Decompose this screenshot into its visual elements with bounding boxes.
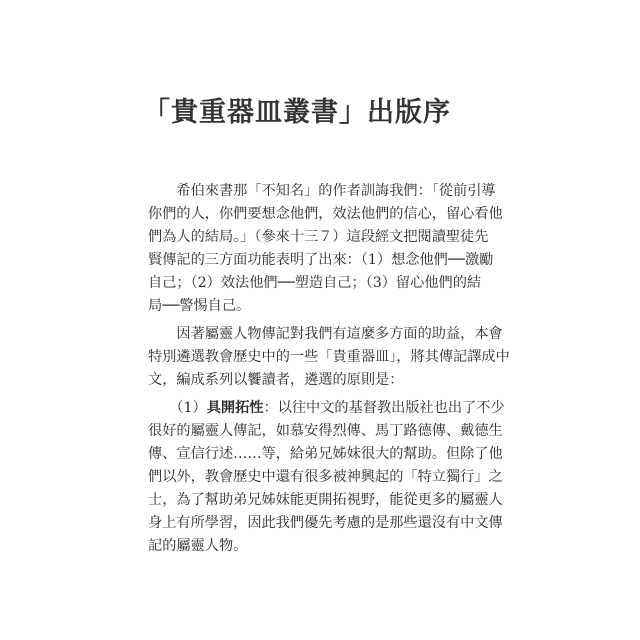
line-rest: ：以往中文的基督教出版社也出了不少 xyxy=(263,400,505,416)
text-line: 特別遴選教會歷史中的一些「貴重器皿」，將其傳記譯成中 xyxy=(148,349,510,365)
page-title: 「貴重器皿叢書」出版序 xyxy=(143,97,451,128)
text-line: 們為人的結局。」（參來十三７）這段經文把閱讀聖徒先 xyxy=(148,229,489,245)
text-line: 賢傳記的三方面功能表明了出來：（1）想念他們──激勵 xyxy=(148,252,494,268)
paragraph-1 xyxy=(148,180,508,318)
text-line: 你們的人，你們要想念他們，效法他們的信心，留心看他 xyxy=(148,206,503,222)
text-line xyxy=(148,397,508,420)
text-line: 局──警惕自己。 xyxy=(148,298,251,314)
bold-term: 具開拓性 xyxy=(206,400,264,416)
text-line: 身上有所學習，因此我們優先考慮的是那些還沒有中文傳 xyxy=(148,515,503,531)
text-line: 希伯來書那「不知名」的作者訓誨我們：「從前引導 xyxy=(148,183,496,199)
body-text xyxy=(148,180,508,558)
text-line: 傳、宣信行述……等，給弟兄姊妹很大的幫助。但除了他 xyxy=(148,446,503,462)
text-line: 自己；（2）效法他們──塑造自己；（3）留心他們的結 xyxy=(148,275,482,291)
text-line: 們以外，教會歷史中還有很多被神興起的「特立獨行」之 xyxy=(148,469,503,485)
paragraph-2 xyxy=(148,323,508,392)
text-line: 士，為了幫助弟兄姊妹能更開拓視野，能從更多的屬靈人 xyxy=(148,492,503,508)
text-line: 因著屬靈人物傳記對我們有這麼多方面的助益，本會 xyxy=(148,326,503,342)
text-line: 很好的屬靈人傳記，如慕安得烈傳、馬丁路德傳、戴德生 xyxy=(148,423,503,439)
text-line: 文，編成系列以饗讀者，遴選的原則是： xyxy=(148,372,404,388)
list-marker: （1） xyxy=(148,400,207,416)
text-line: 記的屬靈人物。 xyxy=(148,538,248,554)
paragraph-3 xyxy=(148,397,508,558)
